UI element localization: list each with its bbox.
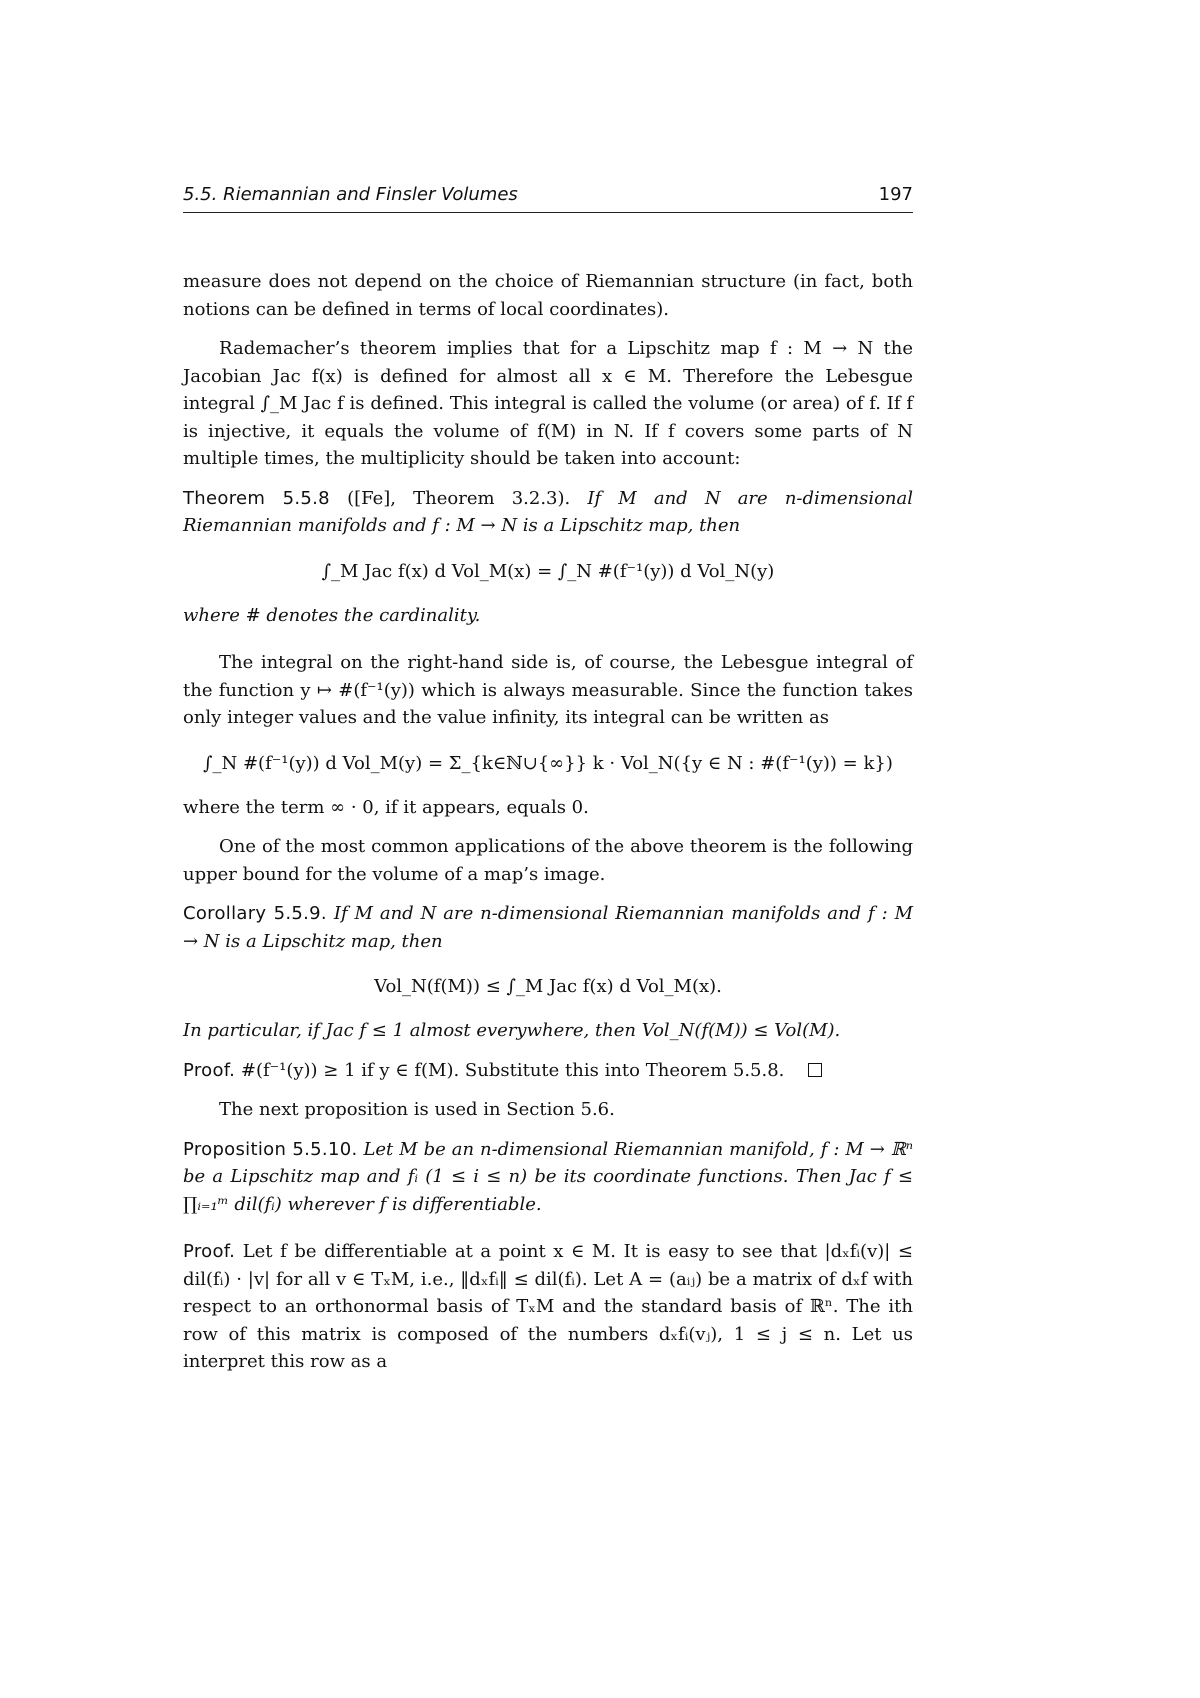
- theorem-statement: If M and N are n-dimensional Riemannian manifolds and f : M → N is a Lipschitz map, then: [183, 487, 913, 536]
- paragraph: Rademacher’s theorem implies that for a Lipschitz map f : M → N the Jacobian Jac f(x) is defined for almost all x ∈ M. Therefore the Lebesgue integral ∫_M Jac f is defined. This integral is called the volume (or area) of f. If f is injective, it equals the volume of f(M) in N. If f covers some parts of N multiple times, the multiplicity should be taken into account:: [183, 338, 913, 469]
- body-text: [183, 268, 913, 1376]
- running-header: [183, 184, 913, 213]
- paragraph: measure does not depend on the choice of Riemannian structure (in fact, both notions can be defined in terms of local coordinates).: [183, 271, 913, 320]
- paragraph: where the term ∞ · 0, if it appears, equals 0.: [183, 796, 589, 818]
- theorem-note: where # denotes the cardinality.: [183, 604, 481, 626]
- theorem-reference: ([Fe], Theorem 3.2.3).: [347, 487, 571, 509]
- corollary: [183, 900, 913, 955]
- proof: [183, 1238, 913, 1376]
- section-title: 5.5. Riemannian and Finsler Volumes: [183, 184, 518, 205]
- proposition: [183, 1136, 913, 1219]
- theorem: [183, 485, 913, 540]
- corollary-label: Corollary 5.5.9.: [183, 903, 327, 924]
- proof-label: Proof.: [183, 1059, 236, 1081]
- proposition-label: Proposition 5.5.10.: [183, 1138, 358, 1160]
- proof-text: #(f⁻¹(y)) ≥ 1 if y ∈ f(M). Substitute this into Theorem 5.5.8.: [240, 1059, 785, 1081]
- theorem-formula: ∫_M Jac f(x) d Vol_M(x) = ∫_N #(f⁻¹(y)) d Vol_N(y): [321, 560, 775, 582]
- proof-label: Proof.: [183, 1241, 236, 1262]
- proof: [183, 1057, 913, 1085]
- theorem-label: Theorem 5.5.8: [183, 487, 330, 509]
- paragraph: The integral on the right-hand side is, of course, the Lebesgue integral of the function y ↦ #(f⁻¹(y)) which is always measurable. Since the function takes only integer values and the value infinity, its integral can be written as: [183, 652, 913, 728]
- qed-box-icon: [808, 1063, 822, 1077]
- page-number: 197: [878, 184, 913, 205]
- corollary-statement: If M and N are n-dimensional Riemannian manifolds and f : M → N is a Lipschitz map, then: [183, 903, 913, 952]
- corollary-formula: Vol_N(f(M)) ≤ ∫_M Jac f(x) d Vol_M(x).: [374, 976, 722, 997]
- paragraph: One of the most common applications of the above theorem is the following upper bound for the volume of a map’s image.: [183, 836, 913, 885]
- sum-formula: ∫_N #(f⁻¹(y)) d Vol_M(y) = Σ_{k∈ℕ∪{∞}} k · Vol_N({y ∈ N : #(f⁻¹(y)) = k}): [203, 752, 893, 774]
- corollary-note: In particular, if Jac f ≤ 1 almost everywhere, then Vol_N(f(M)) ≤ Vol(M).: [183, 1020, 841, 1041]
- proof-text: Let f be differentiable at a point x ∈ M. It is easy to see that |dₓfᵢ(v)| ≤ dil(fᵢ) · |v| for all v ∈ TₓM, i.e., ‖dₓfᵢ‖ ≤ dil(fᵢ). Let A = (aᵢⱼ) be a matrix of dₓf with respect to an orthonormal basis of TₓM and the standard basis of ℝⁿ. The ith row of this matrix is composed of the numbers dₓfᵢ(vⱼ), 1 ≤ j ≤ n. Let us interpret this row as a: [183, 1241, 913, 1372]
- paragraph: The next proposition is used in Section 5.6.: [219, 1099, 615, 1120]
- proposition-statement: Let M be an n-dimensional Riemannian manifold, f : M → ℝⁿ be a Lipschitz map and fᵢ (1 ≤ i ≤ n) be its coordinate functions. Then Jac f ≤ ∏ᵢ₌₁ᵐ dil(fᵢ) wherever f is differentiable.: [183, 1138, 913, 1215]
